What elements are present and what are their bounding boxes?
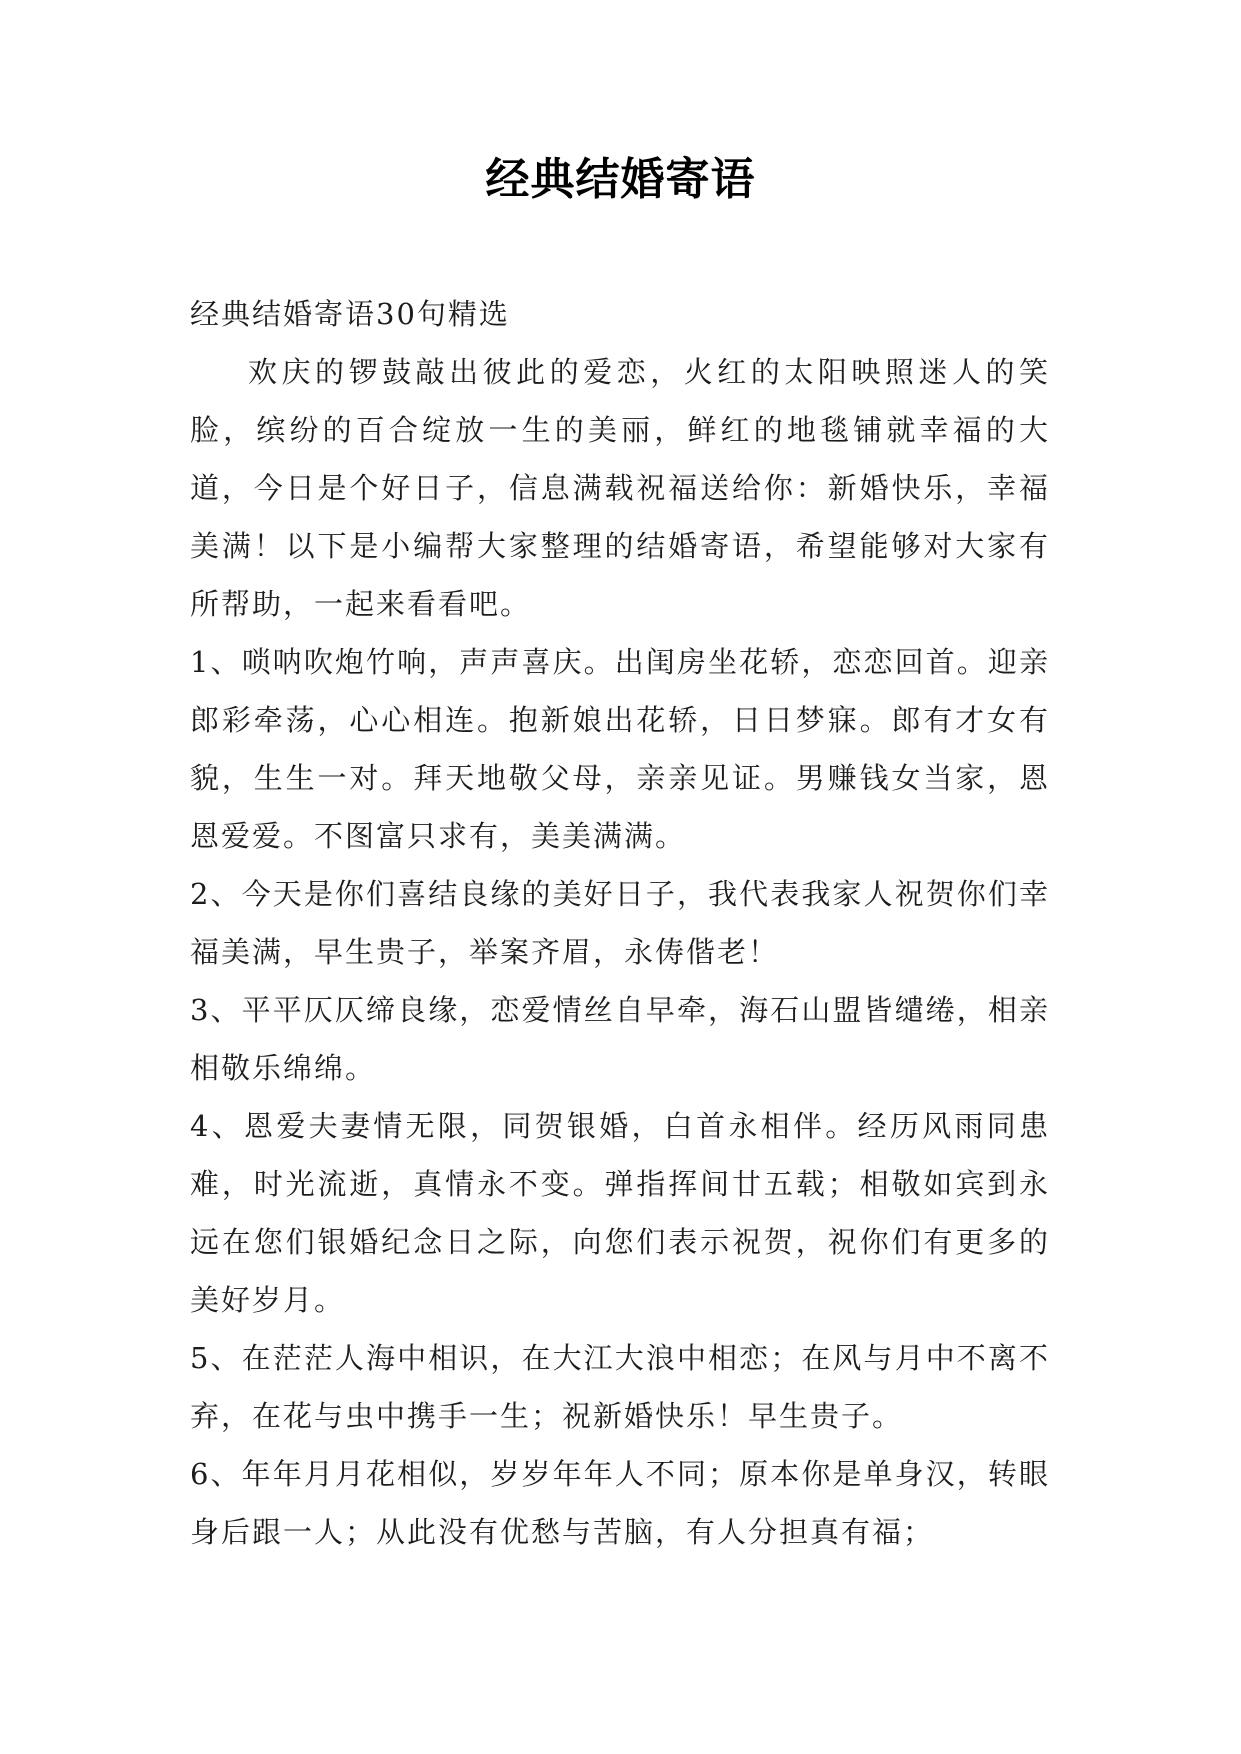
document-title: 经典结婚寄语 [485,154,756,205]
blessing-item-1: 1、唢呐吹炮竹响，声声喜庆。出闺房坐花轿，恋恋回首。迎亲郎彩牵荡，心心相连。抱新娘出花轿，日日梦寐。郎有才女有貌，生生一对。拜天地敬父母，亲亲见证。男赚钱女当家，恩恩爱爱。不图富只求有，美美满满。 [190,645,1050,853]
blessing-item-4: 4、恩爱夫妻情无限，同贺银婚，白首永相伴。经历风雨同患难，时光流逝，真情永不变。弹指挥间廿五载；相敬如宾到永远在您们银婚纪念日之际，向您们表示祝贺，祝你们有更多的美好岁月。 [190,1109,1050,1317]
blessing-item-6: 6、年年月月花相似，岁岁年年人不同；原本你是单身汉，转眼身后跟一人；从此没有优愁与苦脑，有人分担真有福； [190,1457,1050,1549]
blessing-item-2: 2、今天是你们喜结良缘的美好日子，我代表我家人祝贺你们幸福美满，早生贵子，举案齐眉，永俦偕老！ [190,877,1050,969]
blessing-item-3: 3、平平仄仄缔良缘，恋爱情丝自早牵，海石山盟皆缱绻，相亲相敬乐绵绵。 [190,993,1050,1085]
intro-paragraph: 欢庆的锣鼓敲出彼此的爱恋，火红的太阳映照迷人的笑脸，缤纷的百合绽放一生的美丽，鲜红的地毯铺就幸福的大道，今日是个好日子，信息满载祝福送给你：新婚快乐，幸福美满！以下是小编帮大家整理的结婚寄语，希望能够对大家有所帮助，一起来看看吧。 [190,355,1050,621]
blessing-item-5: 5、在茫茫人海中相识，在大江大浪中相恋；在风与月中不离不弃，在花与虫中携手一生；祝新婚快乐！早生贵子。 [190,1341,1050,1433]
document-body [190,285,1050,1561]
document-subtitle: 经典结婚寄语30句精选 [190,297,510,331]
